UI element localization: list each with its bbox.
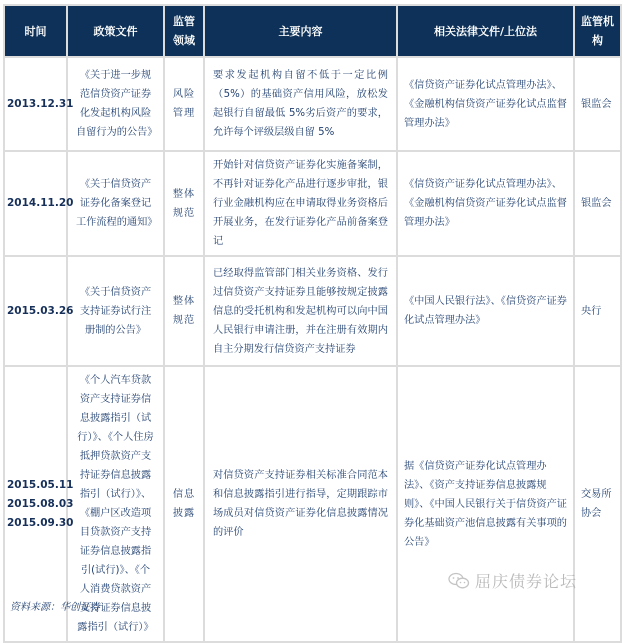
header-law: 相关法律文件/上位法 [397,5,574,57]
agency-cell: 交易所协会 [574,366,621,642]
policy-cell: 《关于信贷资产支持证券试行注册制的公告》 [67,256,164,366]
domain-cell: 风险管理 [164,57,204,151]
agency-cell: 银监会 [574,57,621,151]
table-row [4,256,621,366]
law-cell: 《信贷资产证券化试点管理办法》、《金融机构信贷资产证券化试点监督管理办法》 [397,57,574,151]
content-cell: 要求发起机构自留不低于一定比例（5%）的基础资产信用风险，放松发起银行自留最低 5%劣后资产的要求，允许每个评级层级自留 5% [204,57,397,151]
law-cell: 《中国人民银行法》、《信贷资产证券化试点管理办法》 [397,256,574,366]
header-domain: 监管领域 [164,5,204,57]
table-header-row [4,5,621,57]
date-cell: 2015.05.11 2015.08.03 2015.09.30 [4,366,67,642]
watermark [448,569,577,592]
agency-cell: 央行 [574,256,621,366]
header-policy: 政策文件 [67,5,164,57]
date-cell: 2014.11.20 [4,151,67,256]
header-time: 时间 [4,5,67,57]
domain-cell: 整体规范 [164,151,204,256]
table-row [4,57,621,151]
policy-cell: 《关于信贷资产证券化备案登记工作流程的通知》 [67,151,164,256]
policy-table [3,4,622,643]
content-cell: 开始针对信贷资产证券化实施备案制，不再针对证券化产品进行逐步审批，银行业金融机构应在申请取得业务资格后开展业务，在发行证券化产品前备案登记 [204,151,397,256]
content-cell: 对信贷资产支持证券相关标准合同范本和信息披露指引进行指导，定期跟踪市场成员对信贷资产证券化信息披露情况的评价 [204,366,397,642]
domain-cell: 信息披露 [164,366,204,642]
domain-cell: 整体规范 [164,256,204,366]
source-note: 资料来源：华创证券 [10,602,100,613]
policy-cell: 《个人汽车贷款资产支持证券信息披露指引（试行）》、《个人住房抵押贷款资产支持证券信息披露指引（试行）》、《棚户区改造项目贷款资产支持证券信息披露指引(试行)》、《个人消费贷款资产支持证券信息披露指引（试行）》 [67,366,164,642]
agency-cell: 银监会 [574,151,621,256]
wechat-icon [448,572,470,590]
policy-cell: 《关于进一步规范信贷资产证券化发起机构风险自留行为的公告》 [67,57,164,151]
date-cell: 2013.12.31 [4,57,67,151]
date-cell: 2015.03.26 [4,256,67,366]
law-cell: 据《信贷资产证券化试点管理办法》、《资产支持证券信息披露规则》、《中国人民银行关于信贷资产证券化基础资产池信息披露有关事项的公告》 [397,366,574,642]
table-row [4,151,621,256]
header-content: 主要内容 [204,5,397,57]
law-cell: 《信贷资产证券化试点管理办法》、《金融机构信贷资产证券化试点监督管理办法》 [397,151,574,256]
content-cell: 已经取得监管部门相关业务资格、发行过信贷资产支持证券且能够按规定披露信息的受托机构和发起机构可以向中国人民银行申请注册，并在注册有效期内自主分期发行信贷资产支持证券 [204,256,397,366]
header-agency: 监管机构 [574,5,621,57]
watermark-text: 屈庆债券论坛 [475,572,578,591]
